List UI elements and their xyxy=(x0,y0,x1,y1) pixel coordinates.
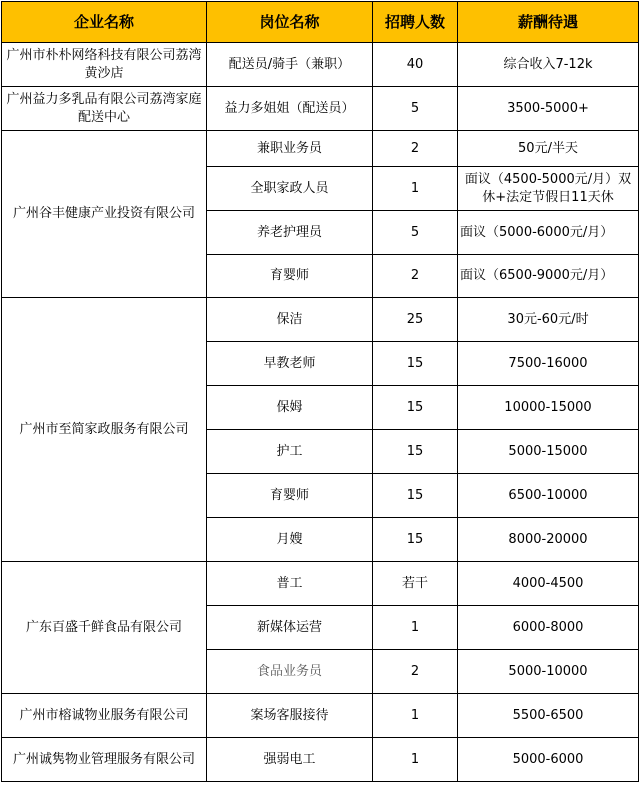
salary-cell: 8000-20000 xyxy=(458,518,639,562)
position-cell: 强弱电工 xyxy=(207,738,373,782)
position-cell: 配送员/骑手（兼职） xyxy=(207,43,373,87)
position-cell: 保洁 xyxy=(207,298,373,342)
position-cell: 护工 xyxy=(207,430,373,474)
count-cell: 15 xyxy=(373,386,458,430)
header-row xyxy=(2,2,639,43)
count-cell: 15 xyxy=(373,474,458,518)
count-cell: 25 xyxy=(373,298,458,342)
count-cell: 15 xyxy=(373,342,458,386)
table-row xyxy=(2,298,639,342)
header-count: 招聘人数 xyxy=(373,2,458,43)
salary-cell: 7500-16000 xyxy=(458,342,639,386)
count-cell: 2 xyxy=(373,650,458,694)
header-position: 岗位名称 xyxy=(207,2,373,43)
position-cell: 普工 xyxy=(207,562,373,606)
table-row xyxy=(2,738,639,782)
salary-cell: 4000-4500 xyxy=(458,562,639,606)
count-cell: 15 xyxy=(373,518,458,562)
salary-cell: 面议（4500-5000元/月）双休+法定节假日11天休 xyxy=(458,167,639,211)
company-cell: 广州诚隽物业管理服务有限公司 xyxy=(2,738,207,782)
salary-cell: 综合收入7-12k xyxy=(458,43,639,87)
position-cell: 育婴师 xyxy=(207,474,373,518)
count-cell: 5 xyxy=(373,211,458,255)
table-row xyxy=(2,131,639,167)
count-cell: 1 xyxy=(373,606,458,650)
position-cell: 早教老师 xyxy=(207,342,373,386)
company-cell: 广州市朴朴网络科技有限公司荔湾黄沙店 xyxy=(2,43,207,87)
table-row xyxy=(2,694,639,738)
company-cell: 广州益力多乳品有限公司荔湾家庭配送中心 xyxy=(2,87,207,131)
header-salary: 薪酬待遇 xyxy=(458,2,639,43)
recruitment-table xyxy=(1,1,639,782)
count-cell: 1 xyxy=(373,738,458,782)
table-row xyxy=(2,43,639,87)
count-cell: 1 xyxy=(373,167,458,211)
company-cell: 广东百盛千鲜食品有限公司 xyxy=(2,562,207,694)
salary-cell: 5000-15000 xyxy=(458,430,639,474)
header-company: 企业名称 xyxy=(2,2,207,43)
salary-cell: 6000-8000 xyxy=(458,606,639,650)
count-cell: 2 xyxy=(373,255,458,298)
position-cell: 育婴师 xyxy=(207,255,373,298)
salary-cell: 3500-5000+ xyxy=(458,87,639,131)
count-cell: 1 xyxy=(373,694,458,738)
position-cell: 月嫂 xyxy=(207,518,373,562)
salary-cell: 5500-6500 xyxy=(458,694,639,738)
company-cell: 广州市榕诚物业服务有限公司 xyxy=(2,694,207,738)
salary-cell: 10000-15000 xyxy=(458,386,639,430)
position-cell: 新媒体运营 xyxy=(207,606,373,650)
position-cell: 养老护理员 xyxy=(207,211,373,255)
company-cell: 广州谷丰健康产业投资有限公司 xyxy=(2,131,207,298)
count-cell: 15 xyxy=(373,430,458,474)
salary-cell: 面议（5000-6000元/月） xyxy=(458,211,639,255)
table-row xyxy=(2,562,639,606)
count-cell: 40 xyxy=(373,43,458,87)
count-cell: 2 xyxy=(373,131,458,167)
salary-cell: 30元-60元/时 xyxy=(458,298,639,342)
position-cell: 兼职业务员 xyxy=(207,131,373,167)
salary-cell: 5000-10000 xyxy=(458,650,639,694)
position-cell: 保姆 xyxy=(207,386,373,430)
position-cell: 食品业务员 xyxy=(207,650,373,694)
table-row xyxy=(2,87,639,131)
count-cell: 5 xyxy=(373,87,458,131)
position-cell: 案场客服接待 xyxy=(207,694,373,738)
salary-cell: 5000-6000 xyxy=(458,738,639,782)
salary-cell: 50元/半天 xyxy=(458,131,639,167)
count-cell: 若干 xyxy=(373,562,458,606)
salary-cell: 6500-10000 xyxy=(458,474,639,518)
salary-cell: 面议（6500-9000元/月） xyxy=(458,255,639,298)
company-cell: 广州市至简家政服务有限公司 xyxy=(2,298,207,562)
position-cell: 益力多姐姐（配送员） xyxy=(207,87,373,131)
position-cell: 全职家政人员 xyxy=(207,167,373,211)
